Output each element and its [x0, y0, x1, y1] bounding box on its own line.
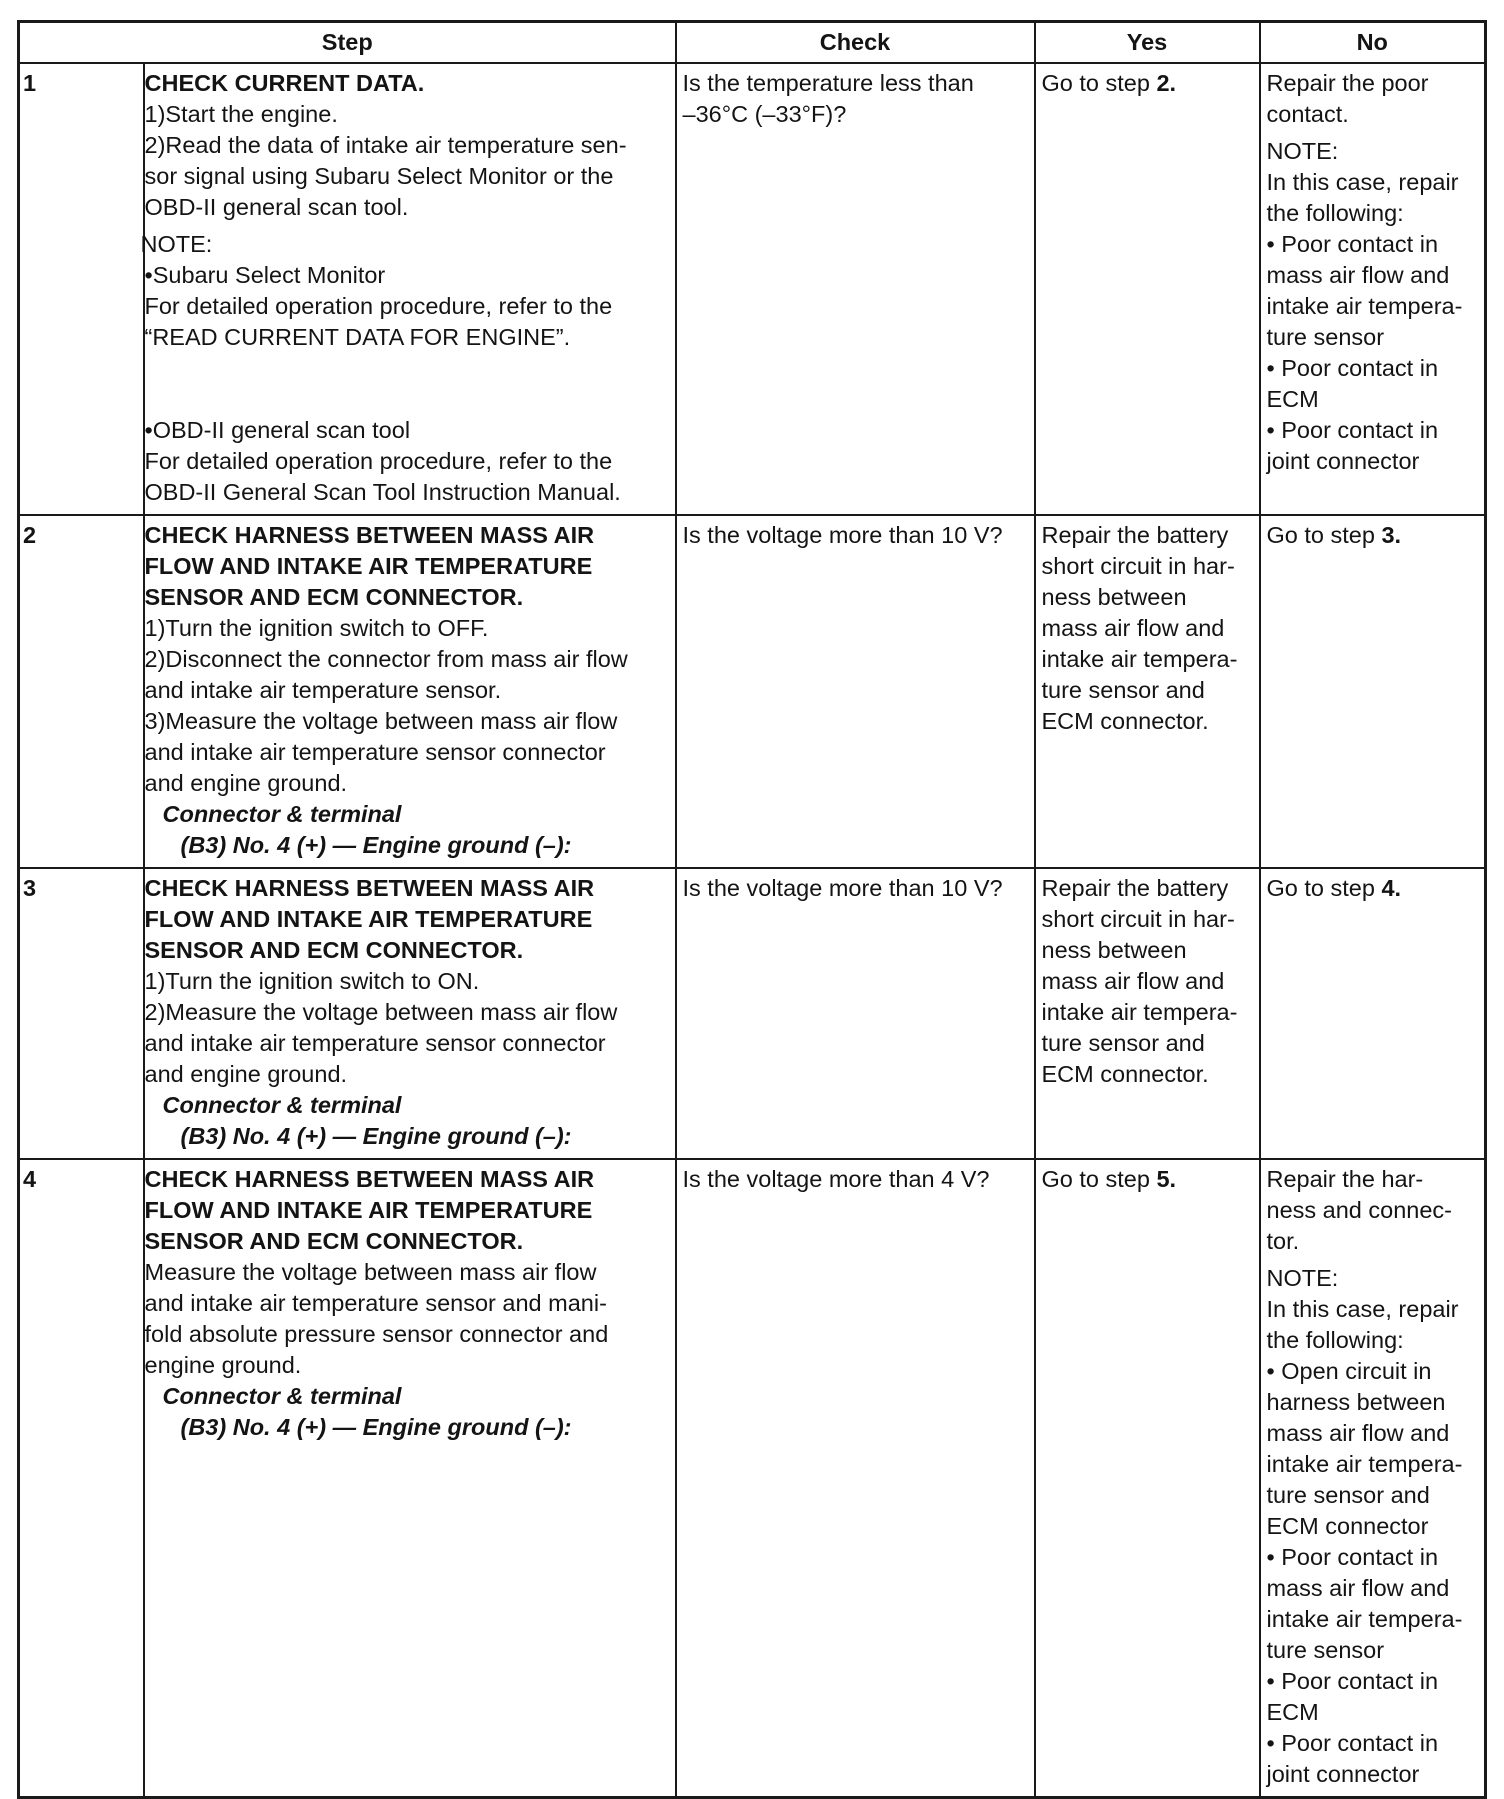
yes-line: short circuit in har- — [1041, 906, 1235, 932]
procedure-line: 1)Turn the ignition switch to OFF. — [144, 615, 489, 641]
step-number: 3 — [19, 868, 144, 1159]
yes-text: Go to step — [1041, 1166, 1157, 1192]
note-item-line: “READ CURRENT DATA FOR ENGINE”. — [144, 324, 571, 350]
no-note-line: mass air flow and — [1266, 1575, 1450, 1601]
step-title-line: CHECK HARNESS BETWEEN MASS AIR — [144, 1166, 595, 1192]
no-note-line: mass air flow and — [1266, 262, 1450, 288]
no-note-line: joint connector — [1266, 448, 1420, 474]
yes-cell — [1035, 63, 1260, 515]
procedure-line: 3)Measure the voltage between mass air flow — [144, 708, 618, 734]
step-number: 1 — [19, 63, 144, 515]
yes-cell — [1035, 515, 1260, 868]
connector-terminal: (B3) No. 4 (+) — Engine ground (–): — [180, 1414, 572, 1440]
table-row — [19, 1159, 1486, 1798]
yes-line: intake air tempera- — [1041, 999, 1238, 1025]
no-step-ref: 4. — [1381, 875, 1402, 901]
yes-line: short circuit in har- — [1041, 553, 1235, 579]
procedure-line: engine ground. — [144, 1352, 302, 1378]
yes-line: ture sensor and — [1041, 677, 1205, 703]
no-note-line: ture sensor — [1266, 1637, 1385, 1663]
no-note-line: mass air flow and — [1266, 1420, 1450, 1446]
step-title-line: FLOW AND INTAKE AIR TEMPERATURE — [144, 1197, 593, 1223]
procedure-line: and engine ground. — [144, 770, 348, 796]
no-note-line: harness between — [1266, 1389, 1446, 1415]
no-note-line: • Poor contact in — [1266, 355, 1439, 381]
table-row — [19, 515, 1486, 868]
table-row — [19, 868, 1486, 1159]
no-note-line: • Poor contact in — [1266, 1730, 1439, 1756]
no-note-line: • Poor contact in — [1266, 417, 1439, 443]
procedure-line: sor signal using Subaru Select Monitor or the — [144, 163, 614, 189]
no-line: tor. — [1266, 1228, 1300, 1254]
yes-line: Repair the battery — [1041, 875, 1229, 901]
check-cell — [676, 515, 1035, 868]
step-number: 2 — [19, 515, 144, 868]
yes-line: ness between — [1041, 584, 1187, 610]
note-item-heading: •Subaru Select Monitor — [144, 262, 386, 288]
step-title-line: CHECK HARNESS BETWEEN MASS AIR — [144, 522, 595, 548]
step-title-line: FLOW AND INTAKE AIR TEMPERATURE — [144, 553, 593, 579]
check-line: –36°C (–33°F)? — [682, 101, 847, 127]
check-cell — [676, 1159, 1035, 1798]
check-cell — [676, 868, 1035, 1159]
connector-label: Connector & terminal — [162, 1383, 402, 1409]
yes-line: mass air flow and — [1041, 615, 1225, 641]
spacer — [145, 353, 669, 415]
yes-line: ture sensor and — [1041, 1030, 1205, 1056]
procedure-line: 1)Turn the ignition switch to ON. — [144, 968, 480, 994]
note-label: NOTE: — [140, 231, 213, 257]
procedure-line: Measure the voltage between mass air flow — [144, 1259, 597, 1285]
no-note-line: ECM — [1266, 386, 1319, 412]
procedure-line: 2)Disconnect the connector from mass air flow — [144, 646, 628, 672]
no-line: ness and connec- — [1266, 1197, 1453, 1223]
yes-line: intake air tempera- — [1041, 646, 1238, 672]
procedure-line: 1)Start the engine. — [144, 101, 338, 127]
no-note-line: In this case, repair — [1266, 169, 1459, 195]
no-cell — [1260, 515, 1486, 868]
check-line: Is the voltage more than 10 V? — [682, 522, 1003, 548]
procedure-line: and intake air temperature sensor. — [144, 677, 502, 703]
no-note-line: • Poor contact in — [1266, 1544, 1439, 1570]
step-procedure — [144, 1159, 676, 1798]
no-text: Go to step — [1266, 875, 1382, 901]
note-item-line: For detailed operation procedure, refer to the — [144, 448, 613, 474]
procedure-line: and intake air temperature sensor connector — [144, 739, 606, 765]
no-note-line: the following: — [1266, 200, 1404, 226]
no-cell — [1260, 63, 1486, 515]
procedure-line: and engine ground. — [144, 1061, 348, 1087]
no-note-line: intake air tempera- — [1266, 293, 1463, 319]
check-cell — [676, 63, 1035, 515]
connector-label: Connector & terminal — [162, 801, 402, 827]
no-text: Go to step — [1266, 522, 1382, 548]
yes-line: ness between — [1041, 937, 1187, 963]
step-procedure — [144, 515, 676, 868]
yes-step-ref: 2. — [1156, 70, 1177, 96]
step-number: 4 — [19, 1159, 144, 1798]
yes-cell — [1035, 868, 1260, 1159]
procedure-line: 2)Read the data of intake air temperature sen- — [144, 132, 627, 158]
header-step: Step — [19, 22, 676, 64]
step-title: CHECK CURRENT DATA. — [144, 70, 425, 96]
no-cell — [1260, 868, 1486, 1159]
note-item-line: OBD-II General Scan Tool Instruction Manual. — [144, 479, 621, 505]
table-row — [19, 63, 1486, 515]
connector-terminal: (B3) No. 4 (+) — Engine ground (–): — [180, 1123, 572, 1149]
no-note-line: • Poor contact in — [1266, 1668, 1439, 1694]
no-note-line: the following: — [1266, 1327, 1404, 1353]
no-note-line: intake air tempera- — [1266, 1451, 1463, 1477]
header-row — [19, 22, 1486, 64]
step-title-line: CHECK HARNESS BETWEEN MASS AIR — [144, 875, 595, 901]
yes-cell — [1035, 1159, 1260, 1798]
no-note-line: In this case, repair — [1266, 1296, 1459, 1322]
no-note-line: ture sensor and — [1266, 1482, 1430, 1508]
yes-text: Go to step — [1041, 70, 1157, 96]
no-note-line: • Poor contact in — [1266, 231, 1439, 257]
check-line: Is the voltage more than 4 V? — [682, 1166, 990, 1192]
check-line: Is the voltage more than 10 V? — [682, 875, 1003, 901]
no-line: Repair the poor — [1266, 70, 1429, 96]
no-step-ref: 3. — [1381, 522, 1402, 548]
check-line: Is the temperature less than — [682, 70, 974, 96]
procedure-line: 2)Measure the voltage between mass air flow — [144, 999, 618, 1025]
no-note-line: ECM — [1266, 1699, 1319, 1725]
procedure-line: and intake air temperature sensor connector — [144, 1030, 606, 1056]
no-cell — [1260, 1159, 1486, 1798]
yes-step-ref: 5. — [1156, 1166, 1177, 1192]
header-yes: Yes — [1035, 22, 1260, 64]
yes-line: ECM connector. — [1041, 1061, 1209, 1087]
step-procedure — [144, 868, 676, 1159]
no-note-label: NOTE: — [1266, 138, 1339, 164]
no-note-line: intake air tempera- — [1266, 1606, 1463, 1632]
step-title-line: SENSOR AND ECM CONNECTOR. — [144, 937, 524, 963]
step-title-line: SENSOR AND ECM CONNECTOR. — [144, 1228, 524, 1254]
procedure-line: OBD-II general scan tool. — [144, 194, 409, 220]
yes-line: mass air flow and — [1041, 968, 1225, 994]
yes-line: Repair the battery — [1041, 522, 1229, 548]
connector-terminal: (B3) No. 4 (+) — Engine ground (–): — [180, 832, 572, 858]
no-note-line: joint connector — [1266, 1761, 1420, 1787]
step-procedure — [140, 63, 676, 515]
connector-label: Connector & terminal — [162, 1092, 402, 1118]
note-item-line: For detailed operation procedure, refer to the — [144, 293, 613, 319]
step-title-line: FLOW AND INTAKE AIR TEMPERATURE — [144, 906, 593, 932]
procedure-line: and intake air temperature sensor and mani- — [144, 1290, 607, 1316]
note-item-heading: •OBD-II general scan tool — [144, 417, 411, 443]
no-note-line: ture sensor — [1266, 324, 1385, 350]
no-note-label: NOTE: — [1266, 1265, 1339, 1291]
procedure-line: fold absolute pressure sensor connector and — [144, 1321, 609, 1347]
header-no: No — [1260, 22, 1486, 64]
yes-line: ECM connector. — [1041, 708, 1209, 734]
header-check: Check — [676, 22, 1035, 64]
no-line: contact. — [1266, 101, 1349, 127]
no-note-line: ECM connector — [1266, 1513, 1429, 1539]
step-title-line: SENSOR AND ECM CONNECTOR. — [144, 584, 524, 610]
no-line: Repair the har- — [1266, 1166, 1424, 1192]
diagnostic-table — [17, 20, 1487, 1799]
no-note-line: • Open circuit in — [1266, 1358, 1432, 1384]
